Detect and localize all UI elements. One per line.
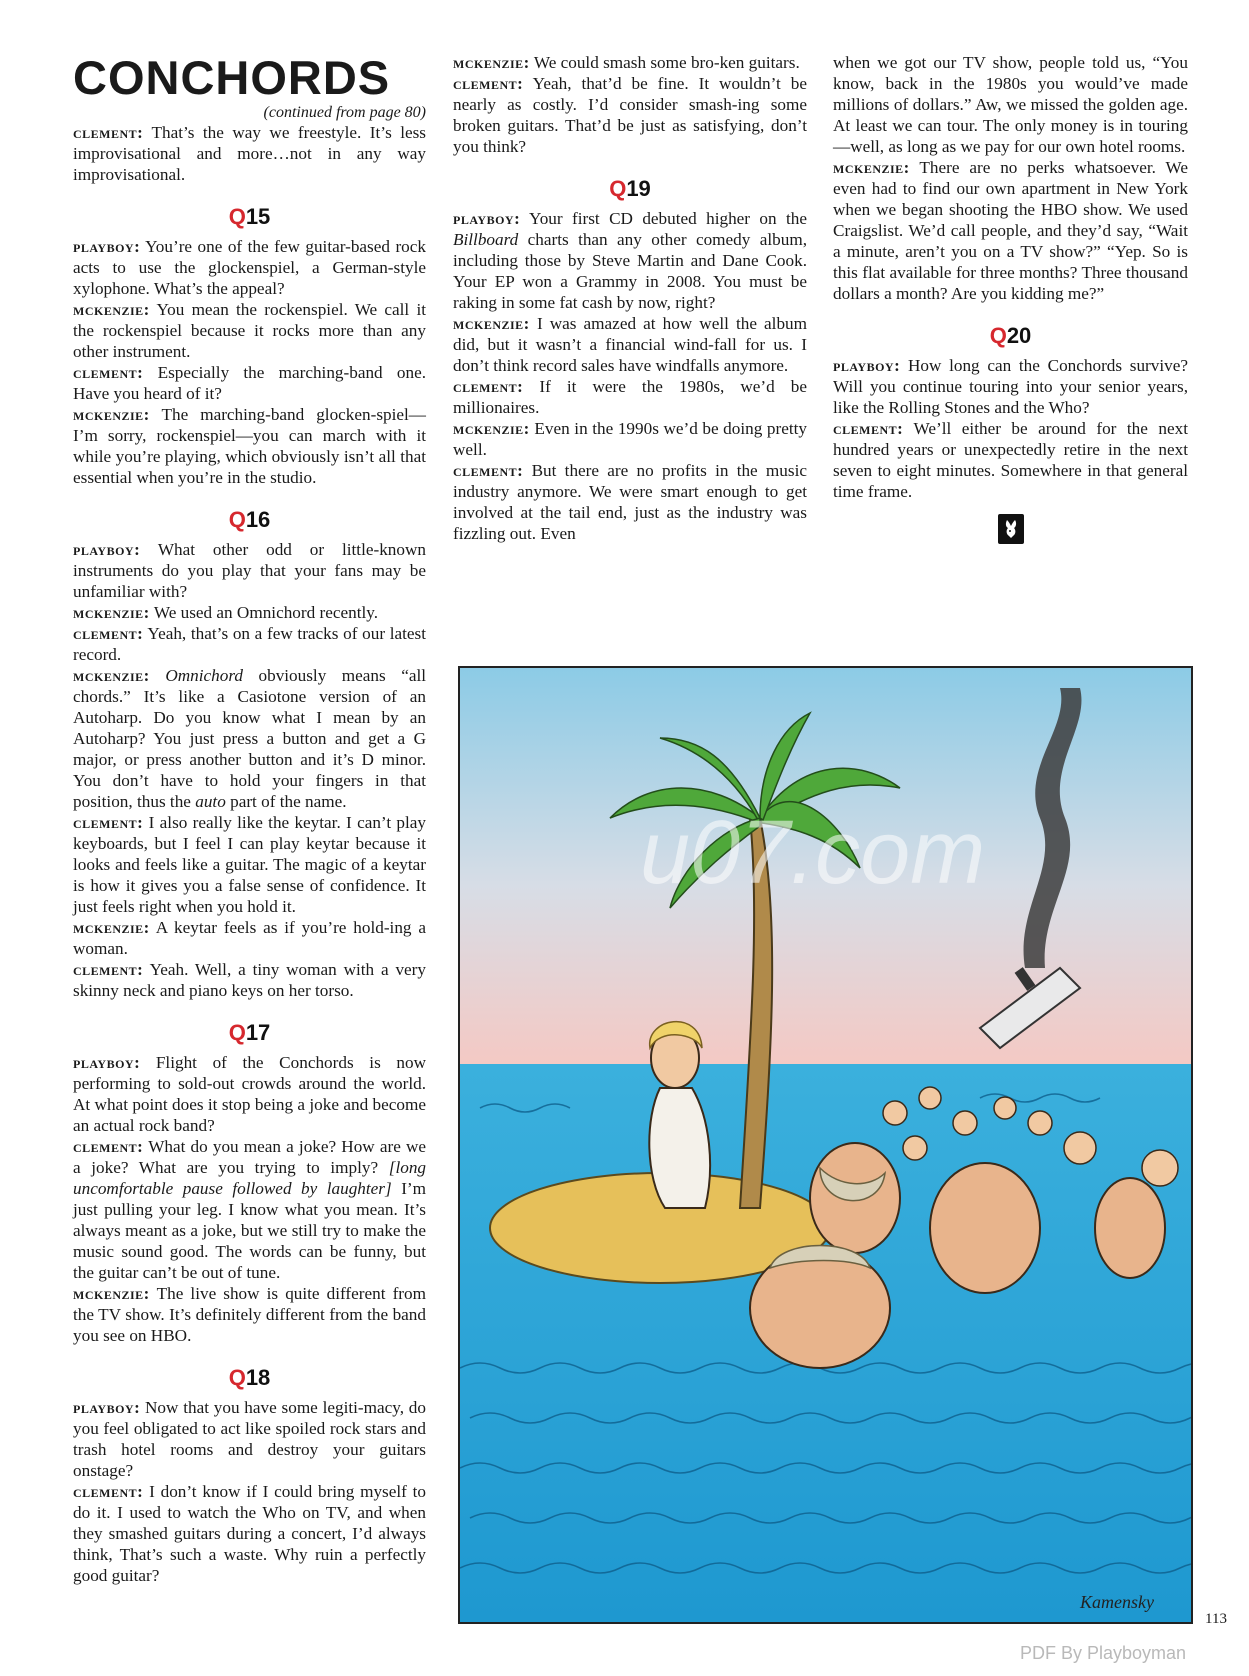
q-number: 18 xyxy=(245,1365,271,1390)
speaker: mckenzie: xyxy=(73,918,150,937)
paragraph xyxy=(833,52,1188,157)
q-letter: Q xyxy=(228,204,246,229)
paragraph-text: I was amazed at how well the album did, but it wasn’t a financial wind-fall for us. I don’t think record sales have windfalls anymore. xyxy=(453,314,808,375)
paragraph xyxy=(833,355,1188,418)
paragraph xyxy=(453,418,807,460)
paragraph-text: I don’t know if I could bring myself to do it. I used to watch the Who on TV, and when they smashed guitars during a concert, I’d always think, That’s such a waste. Why ruin a perfectly good guitar? xyxy=(73,1482,426,1585)
q-letter: Q xyxy=(228,1020,246,1045)
paragraph xyxy=(453,52,807,73)
speaker: playboy: xyxy=(73,1398,141,1417)
continued-note: (continued from page 80) xyxy=(263,104,426,121)
speaker: clement: xyxy=(453,74,524,93)
paragraph-text: That’s the way we freestyle. It’s less improvisational and more…not in any way improvisational. xyxy=(73,123,426,184)
paragraph xyxy=(73,299,426,362)
paragraph xyxy=(73,1052,426,1136)
paragraph xyxy=(73,917,426,959)
paragraph-text: Flight of the Conchords is now performing to sold-out crowds around the world. At what point does it stop being a joke and become an actual rock band? xyxy=(73,1053,426,1135)
paragraph-text: There are no perks whatsoever. We even had to find our own apartment in New York when we began shooting the HBO show. We used Craigslist. We’d call people, and they’d say, “Wait a minute, aren’t you on a TV show?” “Yep. So is this flat available for three months? Three thousand dollars a month? Are you kidding me?” xyxy=(833,158,1188,303)
italic-term: auto xyxy=(195,792,226,811)
speaker: clement: xyxy=(833,419,904,438)
paragraph xyxy=(73,602,426,623)
paragraph-text: part of the name. xyxy=(230,792,347,811)
paragraph xyxy=(73,122,426,185)
paragraph-text: How long can the Conchords survive? Will you continue touring into your senior years, like the Rolling Stones and the Who? xyxy=(833,356,1189,417)
speaker: clement: xyxy=(73,123,144,142)
paragraph xyxy=(73,404,426,488)
paragraph xyxy=(73,1136,426,1283)
paragraph xyxy=(833,157,1188,304)
paragraph-text: obviously means “all chords.” It’s like a Casiotone version of an Autoharp. Do you know what I mean by an Autoharp? You just press a button and get a G major, or press another button and it’s D minor. You don’t have to hold your fingers in that position, thus the xyxy=(73,666,427,811)
paragraph-text: But there are no profits in the music industry anymore. We were smart enough to get involved at the tail end, just as the industry was fizzling out. Even xyxy=(453,461,807,543)
paragraph-text: Your first CD debuted higher on the xyxy=(529,209,807,228)
paragraph xyxy=(73,1283,426,1346)
paragraph-text: Even in the 1990s we’d be doing pretty well. xyxy=(453,419,807,459)
paragraph-text: I also really like the keytar. I can’t play keyboards, but I feel I can play keytar because it looks and feels like a guitar. The magic of a keytar is how it gives you a false sense of confidence. It just feels right when you hold it. xyxy=(73,813,427,916)
speaker: mckenzie: xyxy=(833,158,910,177)
question-heading-19 xyxy=(453,177,807,201)
stage-direction: [long uncomfortable pause followed by laughter] xyxy=(73,1158,427,1198)
paragraph xyxy=(73,812,426,917)
paragraph xyxy=(453,313,807,376)
paragraph-text: The live show is quite different from the TV show. It’s definitely different from the band you see on HBO. xyxy=(73,1284,426,1345)
paragraph xyxy=(73,539,426,602)
q-number: 19 xyxy=(626,176,651,201)
column-3 xyxy=(833,52,1188,544)
paragraph xyxy=(453,208,807,313)
paragraph-text: What other odd or little-known instruments do you play that your fans may be unfamiliar with? xyxy=(73,540,426,601)
speaker: clement: xyxy=(453,377,524,396)
paragraph-text: A keytar feels as if you’re hold-ing a woman. xyxy=(73,918,426,958)
speaker: mckenzie: xyxy=(453,314,530,333)
paragraph xyxy=(73,959,426,1001)
paragraph-text: when we got our TV show, people told us, “You know, back in the 1980s you would’ve made millions of dollars.” Aw, we missed the golden age. At least we can tour. The only money is in touring—well, as long as we pay for our own hotel rooms. xyxy=(833,53,1188,156)
speaker: playboy: xyxy=(453,209,521,228)
speaker: clement: xyxy=(73,960,144,979)
paragraph-text: If it were the 1980s, we’d be millionaires. xyxy=(453,377,807,417)
speaker: mckenzie: xyxy=(453,53,530,72)
speaker: playboy: xyxy=(73,1053,141,1072)
speaker: mckenzie: xyxy=(73,405,150,424)
question-heading-20 xyxy=(833,324,1188,348)
speaker: mckenzie: xyxy=(73,300,150,319)
speaker: clement: xyxy=(73,813,144,832)
q-letter: Q xyxy=(609,176,627,201)
paragraph-text: The marching-band glocken-spiel—I’m sorry, rockenspiel—you can march with it while you’re playing, which obviously isn’t all that essential when you’re in the studio. xyxy=(73,405,426,487)
paragraph xyxy=(73,623,426,665)
speaker: clement: xyxy=(73,1137,144,1156)
rabbit-head-end-icon xyxy=(998,514,1024,544)
article-title: CONCHORDS xyxy=(73,51,391,104)
question-heading-18 xyxy=(73,1366,426,1390)
question-heading-15 xyxy=(73,205,426,229)
q-number: 15 xyxy=(245,204,271,229)
paragraph-text: You’re one of the few guitar-based rock acts to use the glockenspiel, a German-style xylophone. What’s the appeal? xyxy=(73,237,426,298)
paragraph xyxy=(833,418,1188,502)
paragraph xyxy=(453,376,807,418)
paragraph-text: We used an Omnichord recently. xyxy=(153,603,379,622)
pdf-credit: PDF By Playboyman xyxy=(1020,1643,1187,1663)
paragraph-text: Yeah, that’s on a few tracks of our latest record. xyxy=(73,624,426,664)
question-heading-17 xyxy=(73,1021,426,1045)
speaker: clement: xyxy=(73,1482,144,1501)
paragraph xyxy=(73,1397,426,1481)
italic-term: Billboard xyxy=(453,230,519,249)
cartoon-illustration xyxy=(458,666,1193,1624)
paragraph-text: We’ll either be around for the next hundred years or unexpectedly retire in the next seven to eight minutes. Somewhere in that general time frame. xyxy=(833,419,1188,501)
q-letter: Q xyxy=(228,1365,246,1390)
paragraph-text: What do you mean a joke? How are we a joke? What are you trying to imply? xyxy=(73,1137,426,1177)
paragraph-text: charts than any other comedy album, including those by Steve Martin and Dane Cook. Your EP won a Grammy in 2008. You must be raking in some fat cash by now, right? xyxy=(453,230,807,312)
paragraph-text: You mean the rockenspiel. We call it the rockenspiel because it rocks more than any other instrument. xyxy=(73,300,426,361)
paragraph-text: Now that you have some legiti-macy, do you feel obligated to act like spoiled rock stars and trash hotel rooms and destroy your guitars onstage? xyxy=(73,1398,426,1480)
paragraph xyxy=(73,362,426,404)
italic-term: Omnichord xyxy=(165,666,243,685)
paragraph-text: Yeah, that’d be fine. It wouldn’t be nearly as costly. I’d consider smash-ing some broken guitars. That’d be just as satisfying, don’t you think? xyxy=(453,74,807,156)
paragraph xyxy=(73,665,426,812)
paragraph-text: Especially the marching-band one. Have you heard of it? xyxy=(73,363,426,403)
q-number: 17 xyxy=(245,1020,271,1045)
paragraph-text: I’m just pulling your leg. I know what you mean. It’s always meant as a joke, but we still try to make the music sound good. The words can be funny, but the guitar can’t be out of tune. xyxy=(73,1179,427,1282)
speaker: clement: xyxy=(453,461,524,480)
speaker: clement: xyxy=(73,624,144,643)
column-1 xyxy=(73,52,426,1586)
speaker: mckenzie: xyxy=(73,603,150,622)
paragraph xyxy=(73,236,426,299)
speaker: mckenzie: xyxy=(73,666,150,685)
speaker: playboy: xyxy=(833,356,901,375)
speaker: mckenzie: xyxy=(73,1284,150,1303)
artist-signature: Kamensky xyxy=(1080,1592,1154,1612)
paragraph-text: We could smash some bro-ken guitars. xyxy=(533,53,800,72)
q-number: 20 xyxy=(1006,323,1032,348)
paragraph xyxy=(73,1481,426,1586)
question-heading-16 xyxy=(73,508,426,532)
paragraph xyxy=(453,73,807,157)
watermark: u07.com xyxy=(640,803,986,903)
speaker: playboy: xyxy=(73,237,141,256)
paragraph xyxy=(453,460,807,544)
page-number: 113 xyxy=(1205,1611,1227,1627)
speaker: clement: xyxy=(73,363,144,382)
q-letter: Q xyxy=(989,323,1007,348)
speaker: playboy: xyxy=(73,540,141,559)
q-number: 16 xyxy=(245,507,271,532)
column-2 xyxy=(453,52,807,544)
q-letter: Q xyxy=(228,507,246,532)
paragraph-text: Yeah. Well, a tiny woman with a very skinny neck and piano keys on her torso. xyxy=(73,960,426,1000)
speaker: mckenzie: xyxy=(453,419,530,438)
